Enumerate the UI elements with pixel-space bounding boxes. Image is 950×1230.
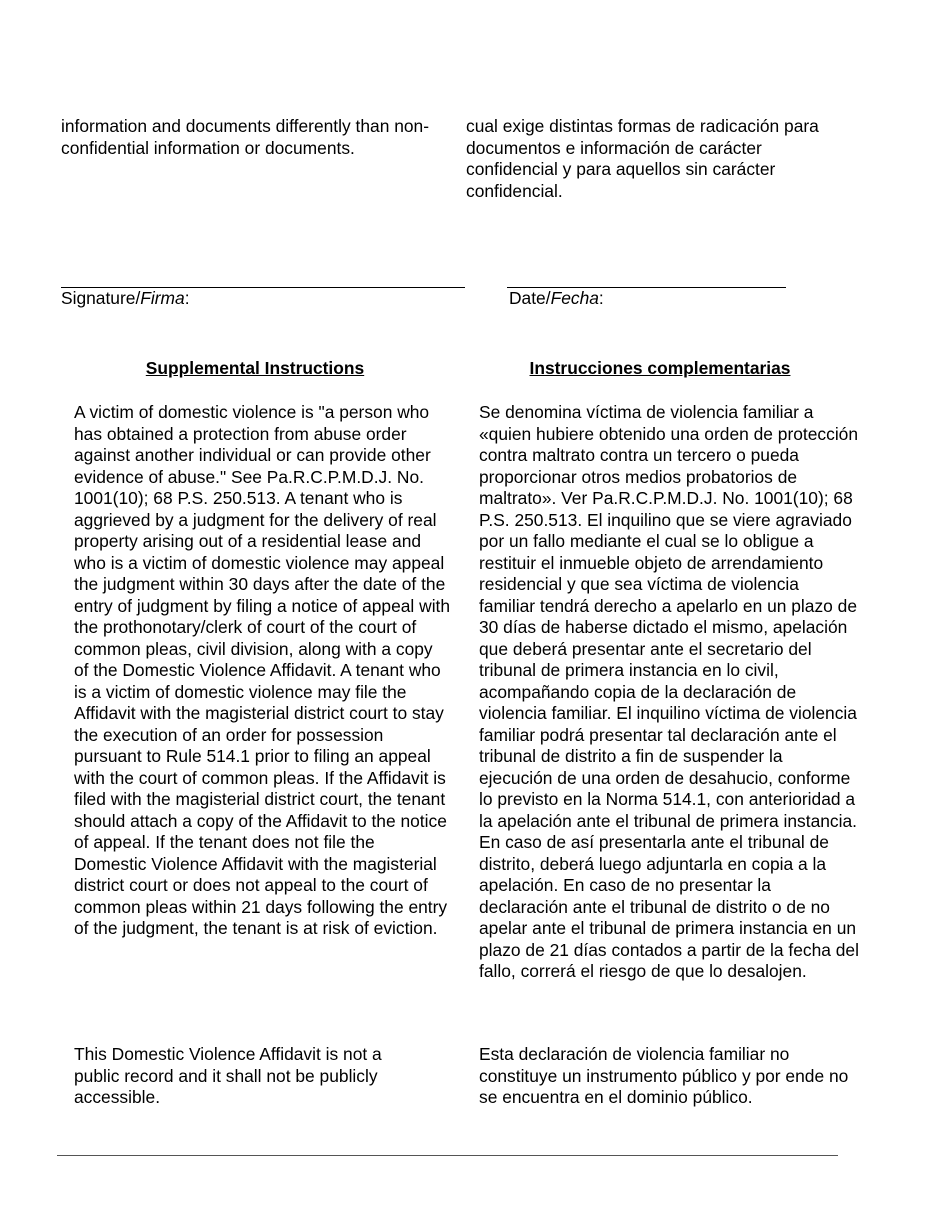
date-label	[509, 288, 604, 310]
english-instructions-paragraph: A victim of domestic violence is "a person who has obtained a protection from abuse order against another individual or can provide other evidence of abuse." See Pa.R.C.P.M.D.J. No. 1001(10); 68 P.S. 250.513. A tenant who is aggrieved by a judgment for the delivery of real property arising out of a residential lease and who is a victim of domestic violence may appeal the judgment within 30 days after the date of the entry of judgment by filing a notice of appeal with the prothonotary/clerk of court of the court of common pleas, civil division, along with a copy of the Domestic Violence Affidavit. A tenant who is a victim of domestic violence may file the Affidavit with the magisterial district court to stay the execution of an order for possession pursuant to Rule 514.1 prior to filing an appeal with the court of common pleas. If the Affidavit is filed with the magisterial district court, the tenant should attach a copy of the Affidavit to the notice of appeal. If the tenant does not file the Domestic Violence Affidavit with the magisterial district court or does not appeal to the court of common pleas within 21 days following the entry of the judgment, the tenant is at risk of eviction.	[74, 402, 451, 938]
date-label-es: Fecha	[550, 288, 599, 308]
top-text-spanish: cual exige distintas formas de radicación para documentos e información de carácter confidencial y para aquellos sin carácter confidencial.	[466, 116, 819, 201]
footer-divider	[57, 1155, 838, 1156]
english-public-record-notice: This Domestic Violence Affidavit is not a public record and it shall not be publicly accessible.	[74, 1044, 382, 1107]
signature-label-es: Firma	[140, 288, 185, 308]
top-text-english: information and documents differently than non-confidential information or documents.	[61, 116, 430, 158]
signature-label	[61, 288, 190, 310]
spanish-public-record-notice: Esta declaración de violencia familiar no constituye un instrumento público y por ende no se encuentra en el dominio público.	[479, 1044, 849, 1107]
supplemental-heading-spanish: Instrucciones complementarias	[529, 358, 791, 378]
signature-colon: :	[184, 288, 190, 308]
date-colon: :	[598, 288, 604, 308]
date-label-en: Date/	[509, 288, 551, 308]
spanish-instructions-paragraph: Se denomina víctima de violencia familiar a «quien hubiere obtenido una orden de protección contra maltrato contra un tercero o pueda proporcionar otros medios probatorios de maltrato». Ver Pa.R.C.P.M.D.J. No. 1001(10); 68 P.S. 250.513. El inquilino que se viere agraviado por un fallo mediante el cual se lo obligue a restituir el inmueble objeto de arrendamiento residencial y que sea víctima de violencia familiar tendrá derecho a apelarlo en un plazo de 30 días de haberse dictado el mismo, apelación que deberá presentar ante el secretario del tribunal de primera instancia en lo civil, acompañando copia de la declaración de violencia familiar. El inquilino víctima de violencia familiar podrá presentar tal declaración ante el tribunal de distrito a fin de suspender la ejecución de una orden de desahucio, conforme lo previsto en la Norma 514.1, con anterioridad a la apelación ante el tribunal de primera instancia. En caso de así presentarla ante el tribunal de distrito, deberá luego adjuntarla en copia a la apelación. En caso de no presentar la declaración ante el tribunal de distrito o de no apelar ante el tribunal de primera instancia en un plazo de 21 días contados a partir de la fecha del fallo, correrá el riesgo de que lo desalojen.	[479, 402, 859, 981]
supplemental-heading-english: Supplemental Instructions	[145, 358, 365, 378]
signature-label-en: Signature/	[61, 288, 141, 308]
